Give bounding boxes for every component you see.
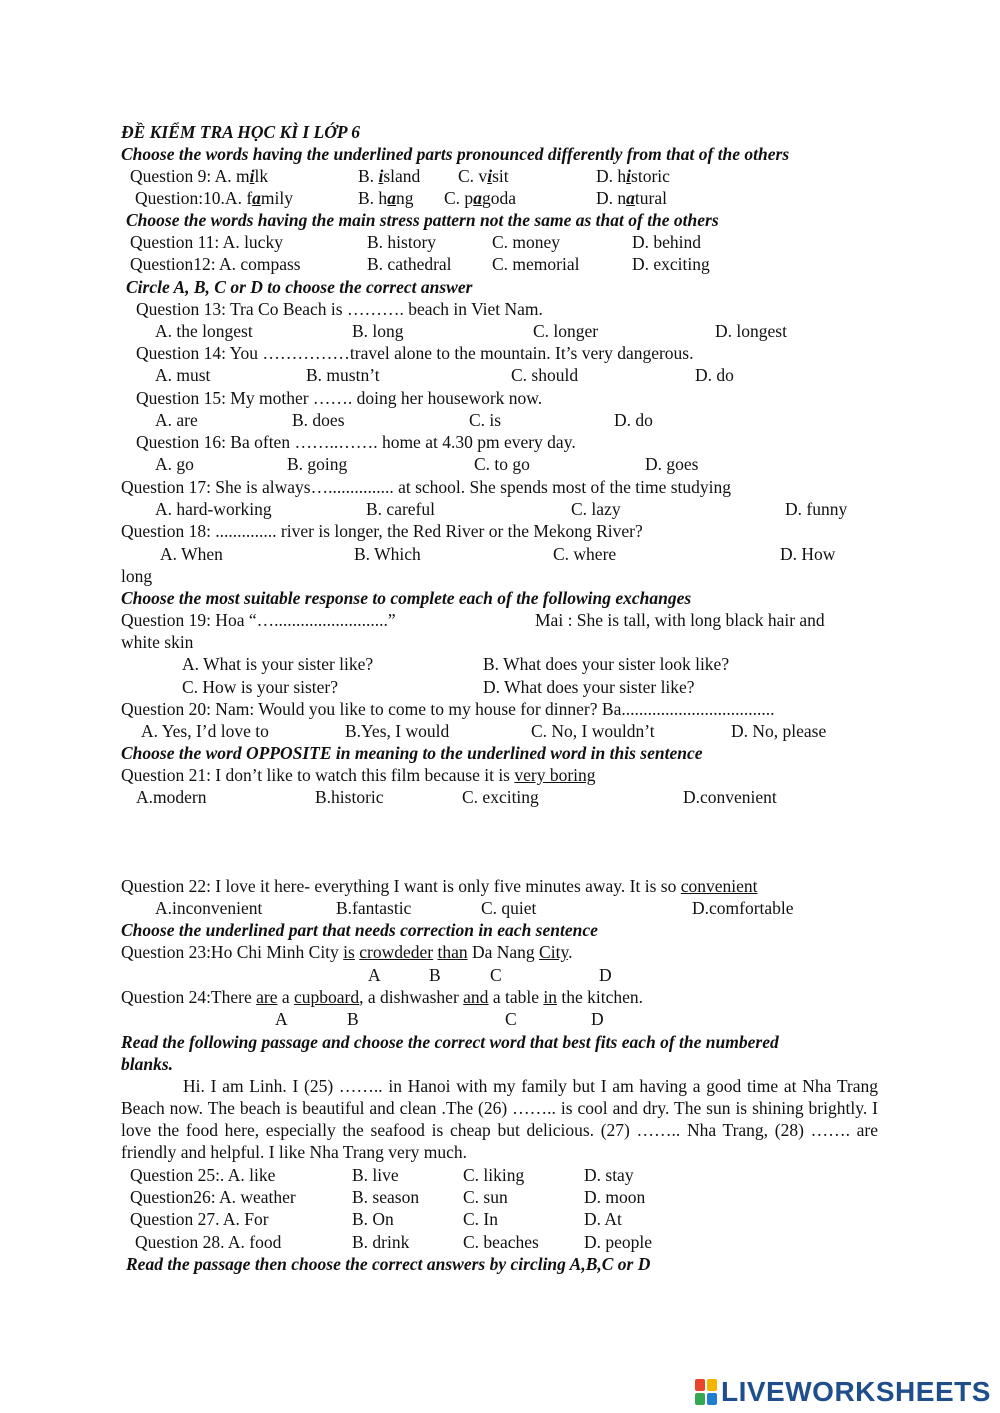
page-title: ĐỀ KIỂM TRA HỌC KÌ I LỚP 6: [121, 122, 361, 142]
q23-label-a[interactable]: A: [368, 965, 381, 985]
q20-option-b[interactable]: B.Yes, I would: [345, 721, 450, 741]
reading-passage: Hi. I am Linh. I (25) …….. in Hanoi with my family but I am having a good time at Nha Trang Beach now. The beach is beautiful and clean .The (26) …….. is cool and dry. The sun is shining brightly. I love the food here, especially the seafood is cheap but delicious. (27) …….. Nha Trang, (28) ……. are friendly and helpful. I like Nha Trang very much.: [121, 1076, 878, 1162]
q17-option-d[interactable]: D. funny: [785, 499, 848, 519]
q27-option-d[interactable]: D. At: [584, 1209, 622, 1229]
question-16: Question 16: Ba often ……..……. home at 4.30 pm every day.: [136, 432, 576, 452]
liveworksheets-logo-icon: [695, 1379, 717, 1405]
q19-option-b[interactable]: B. What does your sister look like?: [483, 654, 730, 674]
q11-option-b[interactable]: B. history: [367, 232, 437, 252]
q24-part-a[interactable]: are: [256, 987, 278, 1007]
question-20: Question 20: Nam: Would you like to come to my house for dinner? Ba...................................: [121, 699, 775, 719]
q19-wrap: white skin: [121, 632, 194, 652]
q18-option-a[interactable]: A. When: [160, 544, 223, 564]
q21-option-b[interactable]: B.historic: [315, 787, 384, 807]
q19-option-d[interactable]: D. What does your sister like?: [483, 677, 695, 697]
q11-option-d[interactable]: D. behind: [632, 232, 702, 252]
q26-option-c[interactable]: C. sun: [463, 1187, 508, 1207]
q17-option-a[interactable]: A. hard-working: [155, 499, 272, 519]
q18-option-d[interactable]: D. How: [780, 544, 836, 564]
q22-option-a[interactable]: A.inconvenient: [155, 898, 263, 918]
q28-option-b[interactable]: B. drink: [352, 1232, 410, 1252]
q16-option-d[interactable]: D. goes: [645, 454, 699, 474]
q14-option-b[interactable]: B. mustn’t: [306, 365, 380, 385]
question-22: Question 22: I love it here- everything I want is only five minutes away. It is so convenient: [121, 876, 758, 896]
q15-option-b[interactable]: B. does: [292, 410, 345, 430]
question-26[interactable]: Question26: A. weather: [130, 1187, 296, 1207]
q28-option-d[interactable]: D. people: [584, 1232, 653, 1252]
q18-option-c[interactable]: C. where: [553, 544, 617, 564]
q22-option-c[interactable]: C. quiet: [481, 898, 537, 918]
q16-option-a[interactable]: A. go: [155, 454, 194, 474]
q21-option-c[interactable]: C. exciting: [462, 787, 539, 807]
question-17: Question 17: She is always…............... at school. She spends most of the time studying: [121, 477, 732, 497]
question-18: Question 18: .............. river is longer, the Red River or the Mekong River?: [121, 521, 643, 541]
q24-part-b[interactable]: cupboard: [294, 987, 360, 1007]
q13-option-d[interactable]: D. longest: [715, 321, 787, 341]
question-12[interactable]: Question12: A. compass: [130, 254, 301, 274]
section-heading-correction: Choose the underlined part that needs correction in each sentence: [121, 920, 598, 940]
q20-option-c[interactable]: C. No, I wouldn’t: [531, 721, 655, 741]
q19-option-a[interactable]: A. What is your sister like?: [182, 654, 374, 674]
section-heading-pronunciation: Choose the words having the underlined parts pronounced differently from that of the others: [121, 144, 790, 164]
q23-part-b[interactable]: crowdeder: [359, 942, 434, 962]
question-10: Question:10.A. family: [135, 188, 293, 208]
q18-option-b[interactable]: B. Which: [354, 544, 421, 564]
q14-option-a[interactable]: A. must: [155, 365, 211, 385]
q14-option-c[interactable]: C. should: [511, 365, 579, 385]
q25-option-d[interactable]: D. stay: [584, 1165, 634, 1185]
liveworksheets-logo: [695, 1376, 991, 1408]
q22-option-d[interactable]: D.comfortable: [692, 898, 794, 918]
q25-option-b[interactable]: B. live: [352, 1165, 399, 1185]
question-28[interactable]: Question 28. A. food: [135, 1232, 282, 1252]
q22-option-b[interactable]: B.fantastic: [336, 898, 412, 918]
question-19: Question 19: Hoa “…..........................”: [121, 610, 396, 630]
q19-mai-line: Mai : She is tall, with long black hair and: [535, 610, 825, 630]
q16-option-c[interactable]: C. to go: [474, 454, 530, 474]
q12-option-b[interactable]: B. cathedral: [367, 254, 452, 274]
q20-option-a[interactable]: A. Yes, I’d love to: [141, 721, 269, 741]
q24-part-c[interactable]: and: [463, 987, 489, 1007]
q10-option-b[interactable]: B. hang: [358, 188, 414, 208]
q25-option-c[interactable]: C. liking: [463, 1165, 525, 1185]
q15-option-c[interactable]: C. is: [469, 410, 502, 430]
question-14: Question 14: You ……………travel alone to the mountain. It’s very dangerous.: [136, 343, 694, 363]
q15-option-a[interactable]: A. are: [155, 410, 198, 430]
section-heading-circle: Circle A, B, C or D to choose the correct answer: [126, 277, 473, 297]
q9-option-c[interactable]: C. visit: [458, 166, 509, 186]
question-23: Question 23:Ho Chi Minh City is crowdeder than Da Nang City.: [121, 942, 573, 962]
q24-label-b[interactable]: B: [347, 1009, 359, 1029]
q21-option-d[interactable]: D.convenient: [683, 787, 777, 807]
question-11[interactable]: Question 11: A. lucky: [130, 232, 283, 252]
q23-part-c[interactable]: than: [437, 942, 468, 962]
section-heading-reading: Read the passage then choose the correct answers by circling A,B,C or D: [126, 1254, 651, 1274]
logo-text: LIVEWORKSHEETS: [721, 1376, 991, 1407]
q9-option-d[interactable]: D. historic: [596, 166, 670, 186]
q24-label-d[interactable]: D: [591, 1009, 604, 1029]
q10-option-d[interactable]: D. natural: [596, 188, 667, 208]
question-13: Question 13: Tra Co Beach is ………. beach in Viet Nam.: [136, 299, 543, 319]
q24-label-a[interactable]: A: [275, 1009, 288, 1029]
q13-option-c[interactable]: C. longer: [533, 321, 599, 341]
q13-option-a[interactable]: A. the longest: [155, 321, 253, 341]
q26-option-b[interactable]: B. season: [352, 1187, 420, 1207]
question-21: Question 21: I don’t like to watch this film because it is very boring: [121, 765, 596, 785]
question-25[interactable]: Question 25:. A. like: [130, 1165, 276, 1185]
q16-option-b[interactable]: B. going: [287, 454, 348, 474]
section-heading-passage: Read the following passage and choose the correct word that best fits each of the numbered: [121, 1032, 779, 1052]
section-heading-stress: Choose the words having the main stress pattern not the same as that of the others: [126, 210, 719, 230]
q23-label-c[interactable]: C: [490, 965, 502, 985]
question-9: Question 9: A. milk: [130, 166, 269, 186]
q10-option-c[interactable]: C. pagoda: [444, 188, 516, 208]
q26-option-d[interactable]: D. moon: [584, 1187, 646, 1207]
q24-label-c[interactable]: C: [505, 1009, 517, 1029]
question-27[interactable]: Question 27. A. For: [130, 1209, 269, 1229]
q23-label-d[interactable]: D: [599, 965, 612, 985]
q27-option-b[interactable]: B. On: [352, 1209, 394, 1229]
q12-option-c[interactable]: C. memorial: [492, 254, 580, 274]
q14-option-d[interactable]: D. do: [695, 365, 734, 385]
q18-option-d-wrap: long: [121, 566, 153, 586]
question-15: Question 15: My mother ……. doing her housework now.: [136, 388, 543, 408]
section-heading-opposite: Choose the word OPPOSITE in meaning to the underlined word in this sentence: [121, 743, 703, 763]
q17-option-c[interactable]: C. lazy: [571, 499, 621, 519]
q24-part-d[interactable]: in: [543, 987, 557, 1007]
q21-option-a[interactable]: A.modern: [136, 787, 207, 807]
question-24: Question 24:There are a cupboard, a dishwasher and a table in the kitchen.: [121, 987, 643, 1007]
q13-option-b[interactable]: B. long: [352, 321, 404, 341]
q12-option-d[interactable]: D. exciting: [632, 254, 710, 274]
q9-option-b[interactable]: B. island: [358, 166, 421, 186]
q28-option-c[interactable]: C. beaches: [463, 1232, 539, 1252]
q11-option-c[interactable]: C. money: [492, 232, 561, 252]
q15-option-d[interactable]: D. do: [614, 410, 653, 430]
q17-option-b[interactable]: B. careful: [366, 499, 435, 519]
q23-part-d[interactable]: City: [539, 942, 569, 962]
section-heading-exchanges: Choose the most suitable response to complete each of the following exchanges: [121, 588, 692, 608]
q23-label-b[interactable]: B: [429, 965, 441, 985]
q23-part-a[interactable]: is: [343, 942, 355, 962]
q27-option-c[interactable]: C. In: [463, 1209, 498, 1229]
section-heading-passage-wrap: blanks.: [121, 1054, 174, 1074]
q19-option-c[interactable]: C. How is your sister?: [182, 677, 339, 697]
q20-option-d[interactable]: D. No, please: [731, 721, 827, 741]
